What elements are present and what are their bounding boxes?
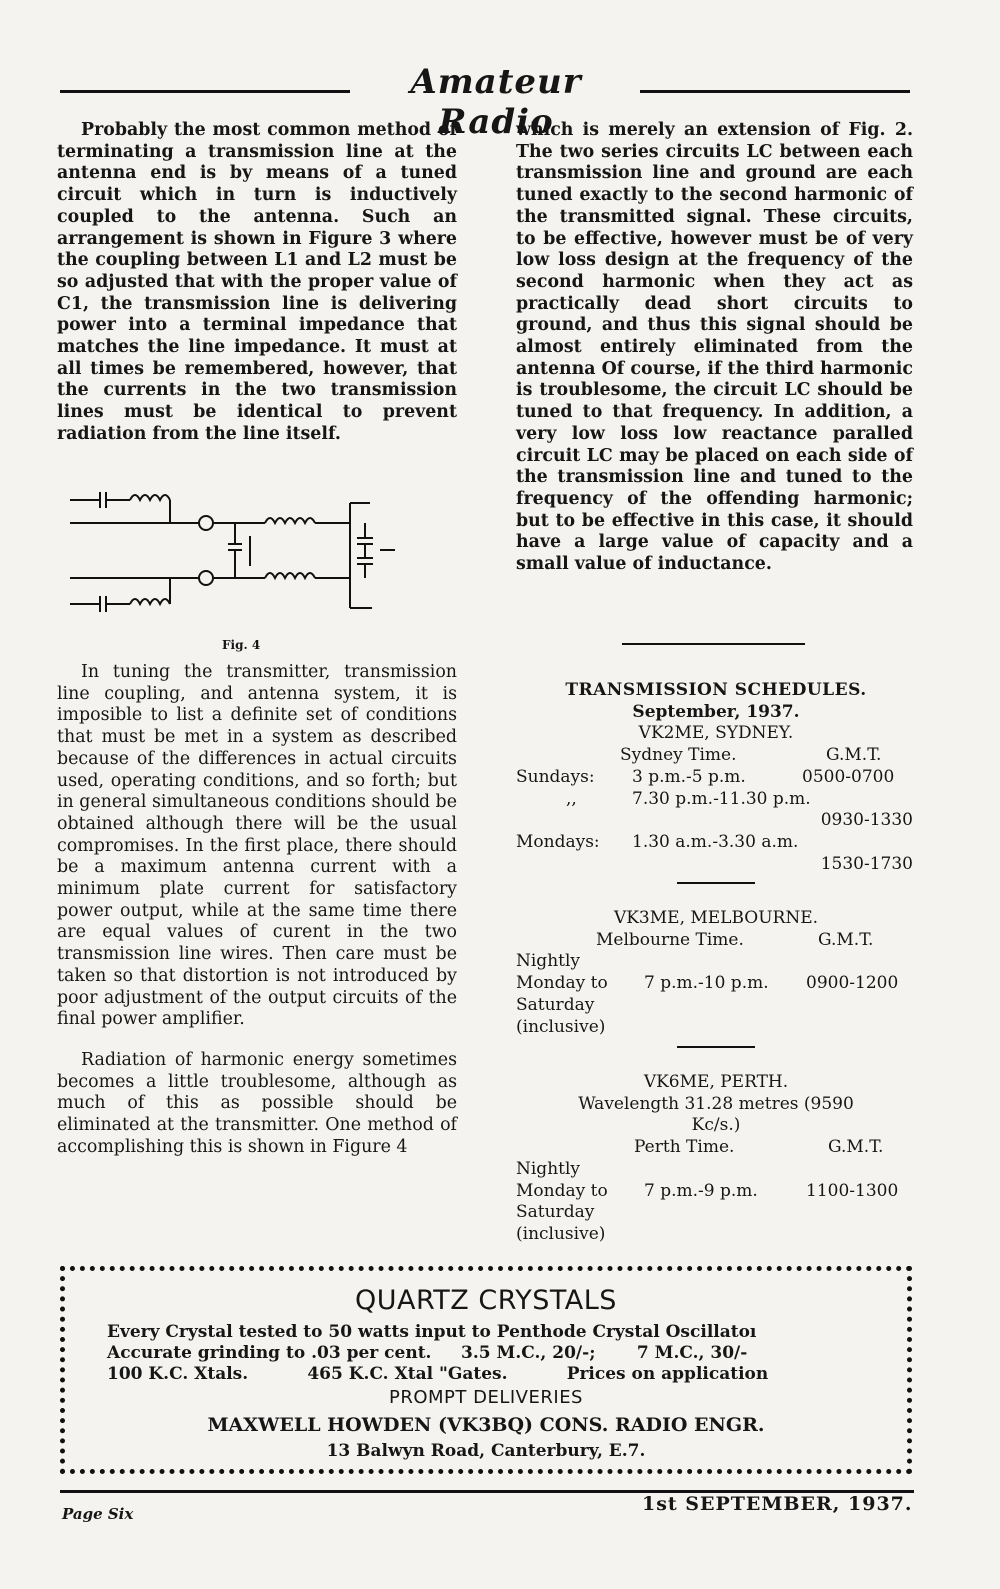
issue-date: 1st SEPTEMBER, 1937. <box>642 1493 913 1515</box>
sydney-row-1-day: Sundays: <box>516 766 595 787</box>
page-label: Page Six <box>62 1505 134 1523</box>
sydney-row-2-gmt: 0930-1330 <box>820 810 913 831</box>
perth-line-1: Nightly <box>516 1158 581 1179</box>
left-column-top <box>57 120 457 446</box>
advert-maker: MAXWELL HOWDEN (VK3BQ) CONS. RADIO ENGR. <box>207 1414 765 1436</box>
article-paragraph-1: Probably the most common method of terminating a transmission line at the antenna end is by means of a tuned circuit which in turn is inductively coupled to the antenna. Such an arrangement is shown in Figure 3 where the coupling between L1 and L2 must be so adjusted that with the proper value of C1, the transmission line is delivering power into a terminal impedance that matches the line impedance. It must at all times be remembered, however, that the currents in the two transmission lines must be identical to prevent radiation from the line itself. <box>57 120 457 444</box>
melbourne-line-4: (inclusive) <box>516 1016 606 1037</box>
masthead <box>60 62 910 142</box>
perth-day: Monday to <box>516 1180 608 1201</box>
perth-schedule <box>516 1072 916 1246</box>
left-column-bottom <box>57 662 457 1158</box>
perth-gmt-header: G.M.T. <box>828 1137 884 1158</box>
perth-line-4: (inclusive) <box>516 1223 606 1244</box>
schedules-date: September, 1937. <box>632 701 800 722</box>
perth-gmt: 1100-1300 <box>806 1180 899 1201</box>
melbourne-station: VK3ME, MELBOURNE. <box>613 908 819 928</box>
advert-line-1: Every Crystal tested to 50 watts input to Penthode Crystal Oscillatoı <box>107 1322 757 1342</box>
article-paragraph-2: In tuning the transmitter, transmission line coupling, and antenna system, it is imposible to list a definite set of conditions that must be met in a system as described because of the differences in actual circuits used, operating conditions, and so forth; but in general simultaneous conditions should be obtained although there will be the usual compromises. In the first place, there should be a maximum antenna current with a minimum plate current for satisfactory power output, while at the same time there are equal values of curent in the two transmission line wires. Then care must be taken so that distortion is not introduced by poor adjustment of the output circuits of the final power amplifier. <box>57 662 457 1030</box>
schedule-divider-2 <box>677 1046 755 1048</box>
advert-heading: QUARTZ CRYSTALS <box>355 1285 617 1316</box>
masthead-rule-right <box>640 90 910 93</box>
perth-station: VK6ME, PERTH. <box>643 1072 789 1092</box>
sydney-row-2-day: ,, <box>566 788 577 809</box>
melbourne-line-3: Saturday <box>516 994 595 1015</box>
advert-address: 13 Balwyn Road, Canterbury, E.7. <box>326 1441 646 1461</box>
figure-4-circuit-diagram <box>60 478 460 628</box>
schedule-divider-1 <box>677 882 755 884</box>
sydney-row-3-day: Mondays: <box>516 831 600 852</box>
article-paragraph-continued: which is merely an extension of Fig. 2. The two series circuits LC between each transmission line and ground are each tuned exactly to the second harmonic of the transmitted signal. These circuits, to be effective, however must be of very low loss design at the frequency of the second harmonic when they act as practically dead short circuits to ground, and thus this signal should be almost entirely eliminated from the antenna Of course, if the third harmonic is troublesome, the circuit LC should be tuned to that frequency. In addition, a very low loss low reactance paralled circuit LC may be placed on each side of the transmission line and tuned to the frequency of the offending harmonic; but to be effective in this case, it should have a large value of capacity and a small value of inductance. <box>516 120 913 575</box>
sydney-station: VK2ME, SYDNEY. <box>638 723 794 744</box>
melbourne-gmt-header: G.M.T. <box>818 929 874 950</box>
sydney-row-2-local: 7.30 p.m.-11.30 p.m. <box>632 788 811 809</box>
melbourne-line-1: Nightly <box>516 951 581 972</box>
melbourne-schedule <box>516 908 916 1038</box>
perth-local-time-header: Perth Time. <box>634 1137 735 1158</box>
sydney-row-1-local: 3 p.m.-5 p.m. <box>632 766 746 787</box>
section-divider <box>622 643 805 645</box>
advert-line-2: Accurate grinding to .03 per cent. 3.5 M.C., 20/-; 7 M.C., 30/- <box>107 1343 748 1363</box>
melbourne-gmt: 0900-1200 <box>806 973 899 994</box>
right-column <box>516 120 913 576</box>
perth-wavelength: Wavelength 31.28 metres (9590 <box>578 1093 854 1114</box>
sydney-gmt-header: G.M.T. <box>826 745 882 766</box>
masthead-title: Amateur Radio <box>410 62 582 142</box>
advert-deliveries: PROMPT DELIVERIES <box>388 1387 583 1408</box>
perth-kcs: Kc/s.) <box>691 1115 741 1136</box>
sydney-local-time-header: Sydney Time. <box>620 745 737 766</box>
figure-caption: Fig. 4 <box>222 638 261 652</box>
sydney-row-3-local: 1.30 a.m.-3.30 a.m. <box>632 831 799 852</box>
advert-line-3: 100 K.C. Xtals. 465 K.C. Xtal "Gates. Prices on application <box>107 1364 769 1384</box>
melbourne-day: Monday to <box>516 973 608 994</box>
transmission-schedules <box>516 680 916 875</box>
perth-local: 7 p.m.-9 p.m. <box>644 1180 758 1201</box>
melbourne-local-time-header: Melbourne Time. <box>596 929 744 950</box>
schedules-heading: TRANSMISSION SCHEDULES. <box>565 680 867 700</box>
masthead-rule-left <box>60 90 350 93</box>
quartz-crystals-advert <box>60 1266 912 1474</box>
article-paragraph-3: Radiation of harmonic energy sometimes becomes a little troublesome, although as much of this as possible should be eliminated at the transmitter. One method of accomplishing this is shown in Figure 4 <box>57 1049 457 1157</box>
perth-line-3: Saturday <box>516 1202 595 1223</box>
sydney-row-3-gmt: 1530-1730 <box>820 853 913 874</box>
sydney-row-1-gmt: 0500-0700 <box>802 766 895 787</box>
melbourne-local: 7 p.m.-10 p.m. <box>644 973 769 994</box>
